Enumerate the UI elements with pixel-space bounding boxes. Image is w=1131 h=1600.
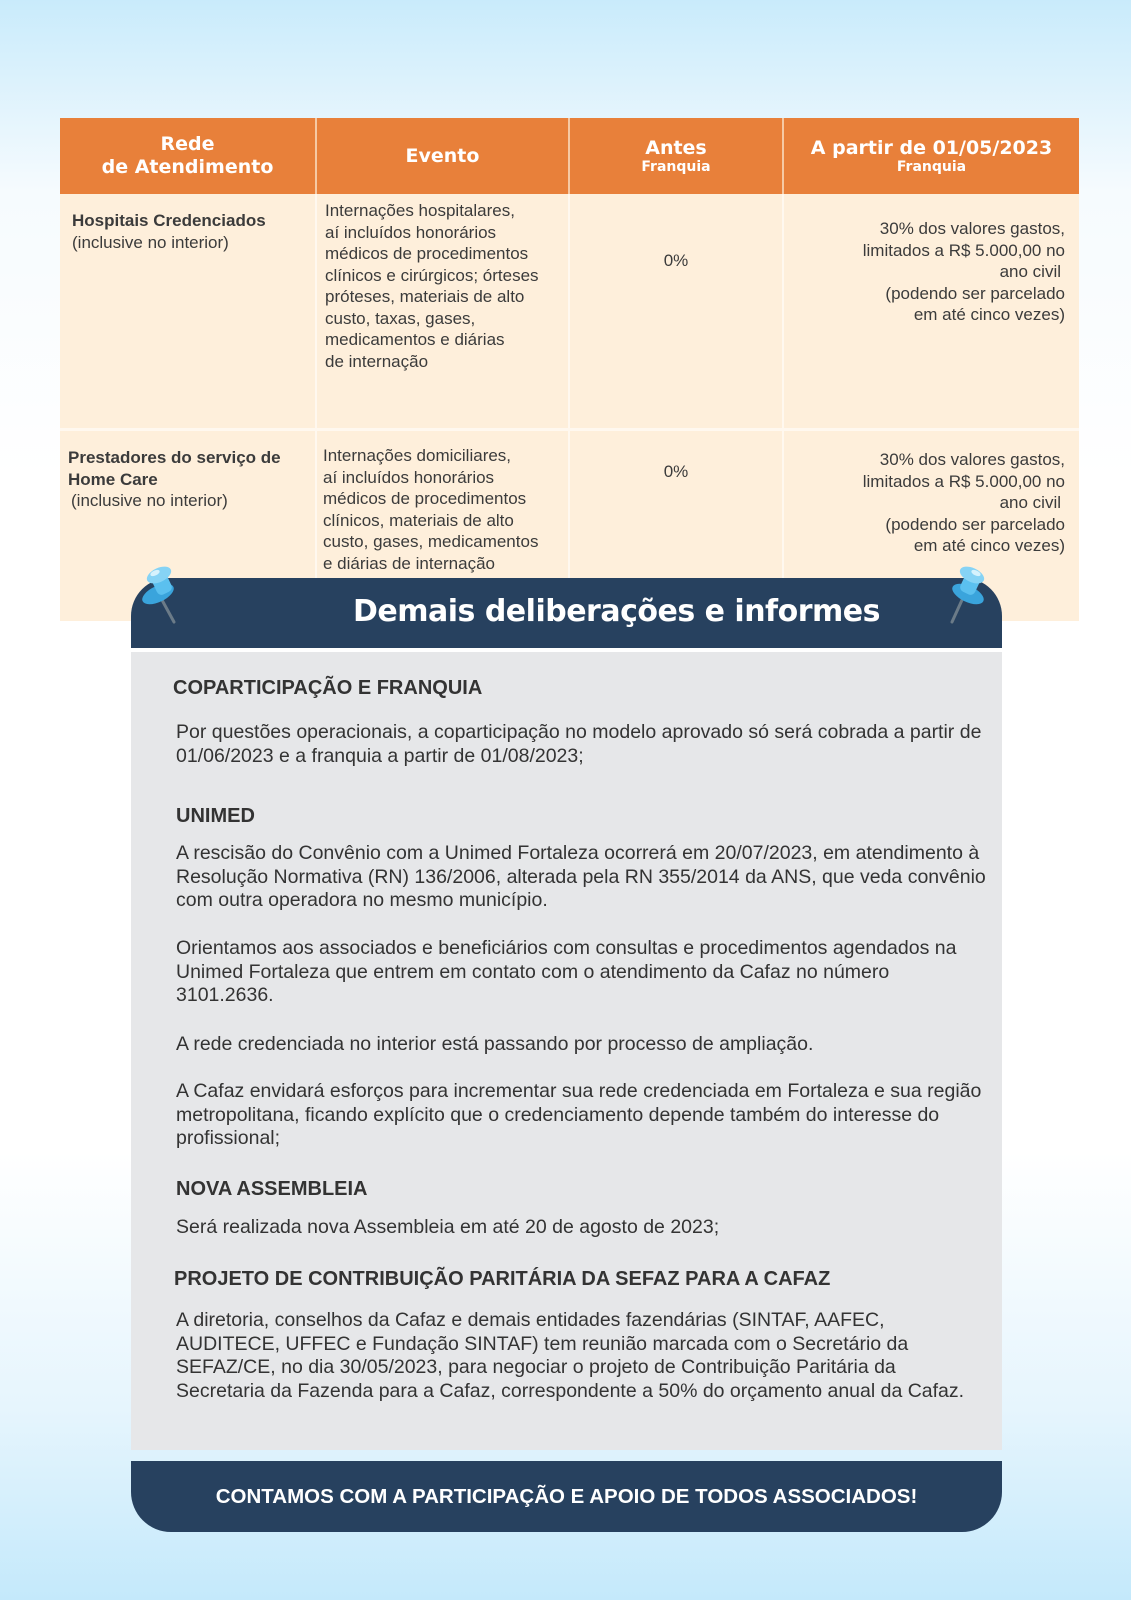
paragraph-unimed-3: A rede credenciada no interior está passando por processo de ampliação. xyxy=(176,1033,814,1055)
panel-title: Demais deliberações e informes xyxy=(353,594,880,629)
section-title-project: PROJETO DE CONTRIBUIÇÃO PARITÁRIA DA SEFAZ PARA A CAFAZ xyxy=(174,1268,831,1290)
header-before-sub: Franquia xyxy=(641,159,711,175)
after-line: (podendo ser parcelado xyxy=(885,514,1065,534)
header-network xyxy=(60,118,317,194)
header-network-line1: Rede xyxy=(160,133,215,155)
paragraph-unimed-1: A rescisão do Convênio com a Unimed Fortaleza ocorrerá em 20/07/2023, em atendimento à Resolução Normativa (RN) 136/2006, alterada pela RN 355/2014 da ANS, que veda convênio com outra operadora no mesmo município. xyxy=(176,842,986,912)
event-line: aí incluídos honorários xyxy=(323,467,495,487)
paragraph-copart: Por questões operacionais, a coparticipação no modelo aprovado só será cobrada a partir de 01/06/2023 e a franquia a partir de 01/08/2023; xyxy=(176,721,982,767)
event-line: médicos de procedimentos xyxy=(323,489,527,508)
after-line: ano civil xyxy=(999,262,1061,281)
network-note: (inclusive no interior) xyxy=(71,491,228,510)
cell-before: 0% xyxy=(570,194,784,431)
event-line: Internações hospitalares, xyxy=(325,201,515,220)
pushpin-icon xyxy=(140,566,196,626)
event-line: custo, taxas, gases, xyxy=(325,308,476,328)
header-before-label: Antes xyxy=(645,137,707,159)
event-line: aí incluídos honorários xyxy=(325,222,497,242)
section-title-copart: COPARTICIPAÇÃO E FRANQUIA xyxy=(173,677,483,699)
network-title: Hospitais Credenciados xyxy=(72,211,266,230)
panel-footer xyxy=(131,1461,1002,1532)
header-network-line2: de Atendimento xyxy=(101,156,274,178)
paragraph-project: A diretoria, conselhos da Cafaz e demais entidades fazendárias (SINTAF, AAFEC, AUDITECE, UFFEC e Fundação SINTAF) tem reunião marcada com o Secretário da SEFAZ/CE, no dia 30/05/2023, para negociar o projeto de Contribuição Paritária da Secretaria da Fazenda para a Cafaz, correspondente a 50% do orçamento anual da Cafaz. xyxy=(176,1309,965,1403)
event-line: próteses, materiais de alto xyxy=(325,287,525,306)
event-line: custo, gases, medicamentos xyxy=(323,532,539,551)
after-line: em até cinco vezes) xyxy=(913,536,1065,555)
header-after-sub: Franquia xyxy=(896,159,967,175)
event-line: médicos de procedimentos xyxy=(325,244,529,263)
paragraph-assembly: Será realizada nova Assembleia em até 20 de agosto de 2023; xyxy=(176,1216,720,1238)
panel-header xyxy=(131,578,1002,648)
after-line: limitados a R$ 5.000,00 no xyxy=(862,240,1065,260)
after-line: 30% dos valores gastos, xyxy=(879,450,1065,469)
footer-message: CONTAMOS COM A PARTICIPAÇÃO E APOIO DE TODOS ASSOCIADOS! xyxy=(215,1485,918,1508)
paragraph-unimed-2: Orientamos aos associados e beneficiários com consultas e procedimentos agendados na Unimed Fortaleza que entrem em contato com o atendimento da Cafaz no número 3101.2636. xyxy=(176,937,957,1007)
network-title: Prestadores do serviço de xyxy=(68,448,281,467)
table-header-row xyxy=(60,118,1079,194)
cell-event xyxy=(317,194,570,431)
cell-network xyxy=(60,194,317,431)
section-title-assembly: NOVA ASSEMBLEIA xyxy=(176,1178,368,1200)
franchise-table xyxy=(60,118,1079,621)
cell-after xyxy=(784,194,1079,431)
header-event xyxy=(317,118,570,194)
event-line: Internações domiciliares, xyxy=(323,446,512,465)
header-after xyxy=(784,118,1079,194)
event-line: medicamentos e diárias xyxy=(325,330,505,349)
event-line: e diárias de internação xyxy=(323,553,496,573)
header-after-label: A partir de 01/05/2023 xyxy=(810,137,1053,159)
section-title-unimed: UNIMED xyxy=(176,805,255,827)
after-line: (podendo ser parcelado xyxy=(885,283,1065,303)
header-before xyxy=(570,118,784,194)
header-event-label: Evento xyxy=(405,145,480,167)
event-line: clínicos e cirúrgicos; órteses xyxy=(325,265,539,285)
after-line: em até cinco vezes) xyxy=(913,305,1065,324)
cell-before: 0% xyxy=(570,431,784,621)
event-line: clínicos, materiais de alto xyxy=(323,510,514,530)
after-line: ano civil xyxy=(999,493,1061,512)
table-row xyxy=(60,194,1079,431)
network-title: Home Care xyxy=(68,469,158,489)
event-line: de internação xyxy=(325,351,429,371)
network-note: (inclusive no interior) xyxy=(72,232,229,252)
pushpin-icon xyxy=(940,566,996,626)
after-line: limitados a R$ 5.000,00 no xyxy=(862,471,1065,491)
after-line: 30% dos valores gastos, xyxy=(879,219,1065,238)
paragraph-unimed-4: A Cafaz envidará esforços para incrementar sua rede credenciada em Fortaleza e sua região metropolitana, ficando explícito que o credenciamento depende também do interesse do profissional; xyxy=(176,1080,982,1150)
